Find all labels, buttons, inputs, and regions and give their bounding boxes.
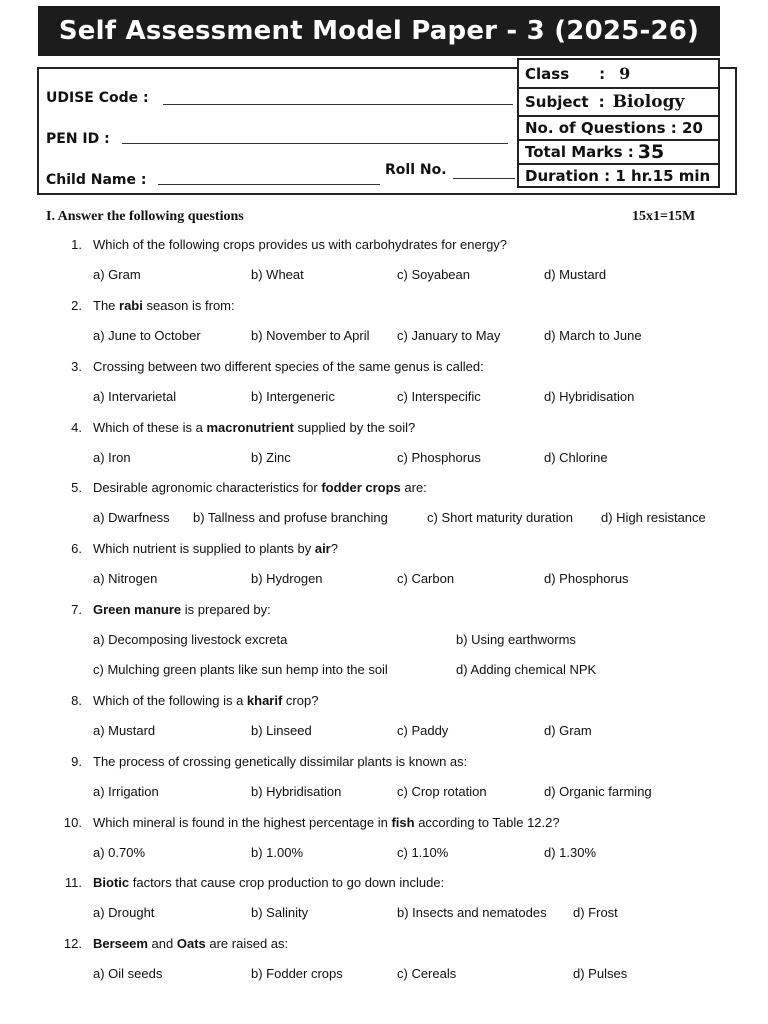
section-title: I. Answer the following questions <box>46 209 244 224</box>
option-c: c) Crop rotation <box>397 784 487 799</box>
question-text-part: Which mineral is found in the highest percentage in <box>93 815 392 830</box>
questions-row <box>519 117 718 141</box>
option-d: d) Organic farming <box>544 784 652 799</box>
question-text <box>93 602 271 617</box>
option-c: c) Paddy <box>397 723 449 738</box>
option-a: a) Intervarietal <box>93 389 177 404</box>
question-text <box>93 936 288 951</box>
question-keyword: kharif <box>246 693 283 708</box>
option-a: a) Mustard <box>93 723 156 738</box>
option-a: a) Oil seeds <box>93 966 163 981</box>
option-b: b) Zinc <box>251 450 291 465</box>
section-marks: 15x1=15M <box>632 209 696 224</box>
roll-no-label: Roll No. <box>385 162 447 178</box>
question-text-part: according to Table 12.2? <box>414 815 560 830</box>
option-a: a) Dwarfness <box>93 510 170 525</box>
question-text-part: crop? <box>282 693 319 708</box>
question-text <box>93 237 507 252</box>
question-text-part: factors that cause crop production to go down include: <box>129 875 445 890</box>
subject-value: Biology <box>612 92 685 112</box>
question-text-part: The <box>93 298 120 313</box>
questions-label: No. of Questions : 20 <box>525 119 703 137</box>
question-text <box>93 298 235 313</box>
question-keyword: macronutrient <box>206 420 294 435</box>
option-a: a) June to October <box>93 328 201 343</box>
option-b: b) Linseed <box>251 723 312 738</box>
duration-row <box>519 165 718 186</box>
question-text <box>93 693 318 708</box>
option-c: c) Cereals <box>397 966 457 981</box>
class-colon: : <box>599 64 606 83</box>
question-text-part: are raised as: <box>205 936 289 951</box>
question-number: 9. <box>71 754 82 769</box>
option-b: b) Salinity <box>251 905 309 920</box>
option-b: b) Intergeneric <box>251 389 335 404</box>
child-name-line[interactable] <box>158 184 380 185</box>
option-d: d) March to June <box>544 328 642 343</box>
option-a: a) Gram <box>93 267 141 282</box>
option-b: b) November to April <box>251 328 370 343</box>
option-a: a) Irrigation <box>93 784 159 799</box>
class-value: 9 <box>619 64 631 83</box>
option-b: b) Wheat <box>251 267 304 282</box>
question-number: 11. <box>64 875 82 890</box>
option-d: d) Gram <box>544 723 592 738</box>
question-keyword: air <box>314 541 331 556</box>
question-text-part: ? <box>330 541 338 556</box>
option-d: d) Phosphorus <box>544 571 629 586</box>
option-c: c) Phosphorus <box>397 450 481 465</box>
question-text-part: season is from: <box>142 298 235 313</box>
question-keyword: Green manure <box>93 602 182 617</box>
marks-row <box>519 141 718 165</box>
option-b: b) Using earthworms <box>456 632 576 647</box>
option-b: b) 1.00% <box>251 845 304 860</box>
question-text-part: Crossing between two different species of the same genus is called: <box>93 359 484 374</box>
option-c: b) Insects and nematodes <box>397 905 547 920</box>
option-b: b) Hybridisation <box>251 784 342 799</box>
question-number: 2. <box>71 298 82 313</box>
question-text-part: Which of the following crops provides us with carbohydrates for energy? <box>93 237 508 252</box>
question-text <box>93 815 560 830</box>
question-keyword: rabi <box>119 298 143 313</box>
subject-colon: : <box>598 93 605 111</box>
option-c: c) 1.10% <box>397 845 449 860</box>
question-number: 1. <box>71 237 82 252</box>
subject-row <box>519 89 718 117</box>
question-text-part: and <box>147 936 177 951</box>
option-b: b) Tallness and profuse branching <box>193 510 388 525</box>
question-number: 5. <box>71 480 82 495</box>
question-keyword: fish <box>391 815 415 830</box>
roll-no-line[interactable] <box>453 178 515 179</box>
marks-label: Total Marks : <box>525 143 634 161</box>
udise-line[interactable] <box>163 104 513 105</box>
pen-id-label: PEN ID : <box>46 131 110 147</box>
option-b: b) Hydrogen <box>251 571 323 586</box>
option-c: c) Soyabean <box>397 267 470 282</box>
option-c: c) Interspecific <box>397 389 481 404</box>
question-text <box>93 754 467 769</box>
option-d: d) Mustard <box>544 267 607 282</box>
question-text <box>93 359 484 374</box>
question-text-part: Which of these is a <box>93 420 207 435</box>
marks-value: 35 <box>637 141 665 163</box>
pen-id-line[interactable] <box>122 143 508 144</box>
option-c: c) Short maturity duration <box>427 510 573 525</box>
question-number: 8. <box>71 693 82 708</box>
child-name-label: Child Name : <box>46 172 147 188</box>
question-keyword: fodder crops <box>321 480 401 495</box>
option-c: c) Mulching green plants like sun hemp into the soil <box>93 662 388 677</box>
option-b: b) Fodder crops <box>251 966 343 981</box>
question-number: 12. <box>63 936 82 951</box>
udise-label: UDISE Code : <box>46 90 149 106</box>
option-a: a) Nitrogen <box>93 571 158 586</box>
question-text-part: Desirable agronomic characteristics for <box>93 480 322 495</box>
subject-label: Subject <box>525 93 589 111</box>
question-text <box>93 420 415 435</box>
option-d: d) Frost <box>573 905 618 920</box>
question-number: 10. <box>63 815 82 830</box>
paper-title: Self Assessment Model Paper - 3 (2025-26) <box>38 6 720 56</box>
class-row <box>519 60 718 89</box>
question-text <box>93 480 427 495</box>
option-a: a) Drought <box>93 905 155 920</box>
question-text-part: Which of the following is a <box>93 693 247 708</box>
question-text <box>93 541 338 556</box>
question-keyword: Berseem <box>93 936 148 951</box>
question-text-part: is prepared by: <box>181 602 271 617</box>
question-text <box>93 875 444 890</box>
question-number: 3. <box>71 359 82 374</box>
option-a: a) Decomposing livestock excreta <box>93 632 288 647</box>
question-text-part: supplied by the soil? <box>293 420 416 435</box>
question-number: 6. <box>71 541 82 556</box>
question-text-part: are: <box>400 480 427 495</box>
option-a: a) Iron <box>93 450 131 465</box>
question-text-part: Which nutrient is supplied to plants by <box>93 541 315 556</box>
duration-label: Duration : 1 hr.15 min <box>525 166 711 185</box>
option-d: d) Hybridisation <box>544 389 635 404</box>
option-d: d) 1.30% <box>544 845 597 860</box>
question-keyword: Biotic <box>93 875 130 890</box>
option-d: d) Adding chemical NPK <box>456 662 597 677</box>
question-keyword: Oats <box>176 936 206 951</box>
question-number: 4. <box>71 420 82 435</box>
option-c: c) Carbon <box>397 571 455 586</box>
option-d: d) High resistance <box>601 510 706 525</box>
class-label: Class <box>525 64 570 83</box>
option-d: d) Chlorine <box>544 450 608 465</box>
question-text-part: The process of crossing genetically dissimilar plants is known as: <box>93 754 468 769</box>
option-a: a) 0.70% <box>93 845 146 860</box>
option-d: d) Pulses <box>573 966 628 981</box>
exam-info-box <box>517 58 720 188</box>
question-number: 7. <box>71 602 82 617</box>
option-c: c) January to May <box>397 328 501 343</box>
